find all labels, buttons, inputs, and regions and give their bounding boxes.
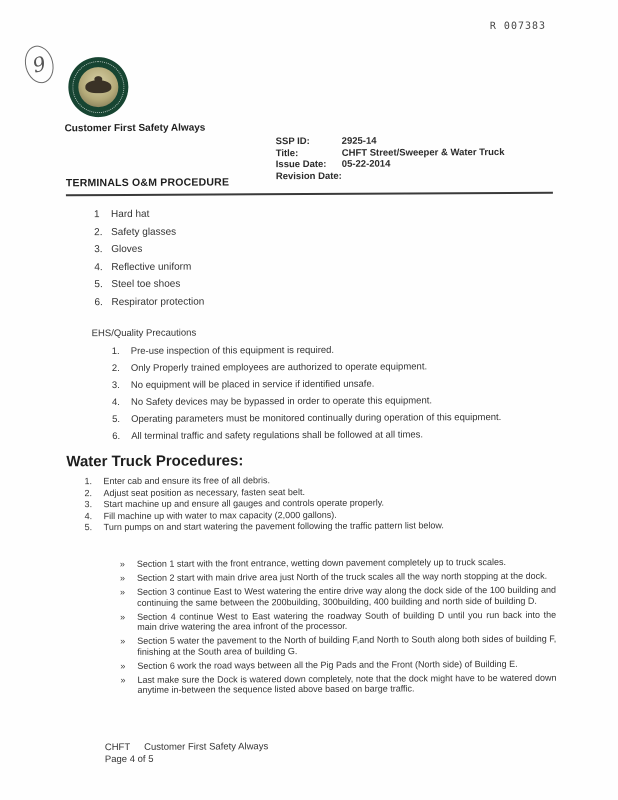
- ppe-item-text: Reflective uniform: [111, 261, 192, 273]
- precaution-item: [112, 429, 501, 442]
- bullet-icon: »: [120, 635, 126, 646]
- ppe-item-number: 2.: [94, 226, 103, 238]
- precaution-item: [112, 361, 501, 374]
- title-value: CHFT Street/Sweeper & Water Truck: [341, 146, 505, 159]
- bullet-icon: »: [119, 586, 126, 597]
- ppe-item-text: Gloves: [111, 243, 143, 256]
- ssp-id-label: SSP ID:: [275, 135, 310, 148]
- route-section-item: [120, 571, 556, 584]
- bullet-icon: »: [120, 674, 126, 685]
- step-number: 2.: [84, 487, 93, 498]
- route-section-text: Section 5 water the pavement to the North of building F,and North to South along both sides of building F, finishing at the South area of building G.: [137, 633, 557, 657]
- ppe-list-item: [94, 244, 204, 256]
- safety-motto: Customer First Safety Always: [64, 122, 206, 135]
- precaution-number: 4.: [111, 396, 120, 409]
- ppe-item-number: 5.: [94, 279, 103, 291]
- route-section-text: Last make sure the Dock is watered down completely, note that the dock might have to be watered down anytime in-between the sequence listed above based on barge traffic.: [137, 672, 557, 695]
- precaution-number: 5.: [112, 413, 121, 426]
- route-section-text: Section 6 work the road ways between all the Pig Pads and the Front (North side) of Building E.: [137, 658, 518, 671]
- step-number: 3.: [84, 499, 93, 510]
- handwritten-page-mark: 9: [21, 43, 58, 87]
- route-section-item: [120, 609, 556, 632]
- step-number: 1.: [84, 476, 92, 487]
- ppe-item-number: 6.: [94, 296, 103, 308]
- footer-org: CHFT: [104, 741, 131, 754]
- eagle-emblem-icon: [85, 80, 111, 93]
- footer-org-line: [105, 741, 268, 753]
- step-text: Turn pumps on and start watering the pavement following the traffic pattern list below.: [103, 520, 444, 533]
- route-section-text: Section 2 start with main drive area just North of the truck scales all the way north stopping at the dock.: [136, 570, 548, 583]
- precautions-list: [112, 344, 502, 448]
- page-footer: [105, 741, 269, 765]
- ppe-item-text: Safety glasses: [111, 226, 177, 238]
- footer-motto: Customer First Safety Always: [144, 741, 269, 753]
- bullet-icon: »: [120, 611, 126, 622]
- precaution-text: No equipment will be placed in service if identified unsafe.: [130, 378, 375, 391]
- step-text: Adjust seat position as necessary, fasten seat belt.: [103, 486, 305, 498]
- step-number: 5.: [84, 522, 93, 533]
- precaution-text: Only Properly trained employees are authorized to operate equipment.: [130, 361, 428, 374]
- precaution-number: 3.: [111, 379, 120, 392]
- route-section-item: [120, 672, 556, 695]
- ppe-item-number: 3.: [94, 244, 103, 256]
- precaution-number: 6.: [112, 430, 121, 443]
- bullet-icon: »: [119, 558, 125, 569]
- route-section-text: Section 3 continue East to West watering the entire drive way along the dock side of the 100 building and continuing the same between the 200building, 300building, 400 building and north side of building D.: [136, 584, 557, 608]
- route-sections-list: [120, 557, 557, 699]
- precaution-item: [112, 395, 501, 408]
- precaution-text: All terminal traffic and safety regulations shall be followed at all times.: [131, 429, 424, 442]
- route-section-item: [120, 634, 556, 657]
- route-section-text: Section 1 start with the front entrance, wetting down pavement completely up to truck scales.: [136, 556, 507, 569]
- revision-date-label: Revision Date:: [275, 170, 342, 182]
- water-truck-heading: Water Truck Procedures:: [66, 452, 244, 471]
- ppe-list-item: [94, 279, 204, 291]
- ssp-id-value: 2925-14: [341, 135, 377, 147]
- info-row-title: [276, 146, 505, 159]
- route-section-item: [120, 585, 556, 608]
- precaution-text: Operating parameters must be monitored continually during operation of this equipment.: [131, 411, 502, 425]
- ppe-list-item: [94, 209, 204, 221]
- stamp-number: R 007383: [489, 20, 547, 33]
- bullet-icon: »: [120, 660, 126, 671]
- ppe-item-text: Steel toe shoes: [111, 278, 181, 291]
- step-number: 4.: [84, 510, 93, 521]
- precautions-heading: EHS/Quality Precautions: [91, 327, 197, 340]
- title-label: Title:: [275, 147, 299, 159]
- ppe-list-item: [94, 296, 204, 308]
- ppe-item-text: Respirator protection: [111, 296, 205, 308]
- step-text: Start machine up and ensure all gauges and controls operate properly.: [103, 497, 385, 510]
- precaution-text: No Safety devices may be bypassed in order to operate this equipment.: [130, 395, 433, 408]
- ppe-item-number: 1: [93, 209, 100, 221]
- ppe-item-text: Hard hat: [110, 208, 150, 221]
- bullet-icon: »: [119, 572, 125, 583]
- route-section-item: [120, 658, 556, 671]
- route-section-text: Section 4 continue West to East watering the roadway South of building D until you run back into the main drive watering the area infront of the processor.: [137, 609, 557, 632]
- footer-page-number: Page 4 of 5: [104, 753, 154, 765]
- issue-date-label: Issue Date:: [275, 158, 327, 171]
- ppe-item-number: 4.: [94, 261, 103, 273]
- ppe-list-item: [94, 226, 204, 238]
- precaution-item: [112, 378, 501, 391]
- company-seal-logo: [68, 57, 128, 117]
- procedure-section-title: TERMINALS O&M PROCEDURE: [66, 175, 553, 197]
- precaution-number: 1.: [111, 345, 120, 358]
- procedure-steps-list: [84, 474, 443, 533]
- ppe-list: [94, 209, 204, 315]
- precaution-text: Pre-use inspection of this equipment is required.: [130, 344, 335, 357]
- issue-date-value: 05-22-2014: [341, 158, 391, 170]
- route-section-item: [120, 557, 556, 570]
- precaution-item: [112, 344, 501, 357]
- precaution-number: 2.: [111, 362, 120, 375]
- seal-inner-disc: [78, 67, 118, 107]
- step-text: Enter cab and ensure its free of all debris.: [103, 475, 271, 487]
- procedure-step: [85, 520, 444, 533]
- ppe-list-item: [94, 261, 204, 273]
- step-text: Fill machine up with water to max capacity (2,000 gallons).: [103, 509, 337, 521]
- precaution-item: [112, 412, 501, 425]
